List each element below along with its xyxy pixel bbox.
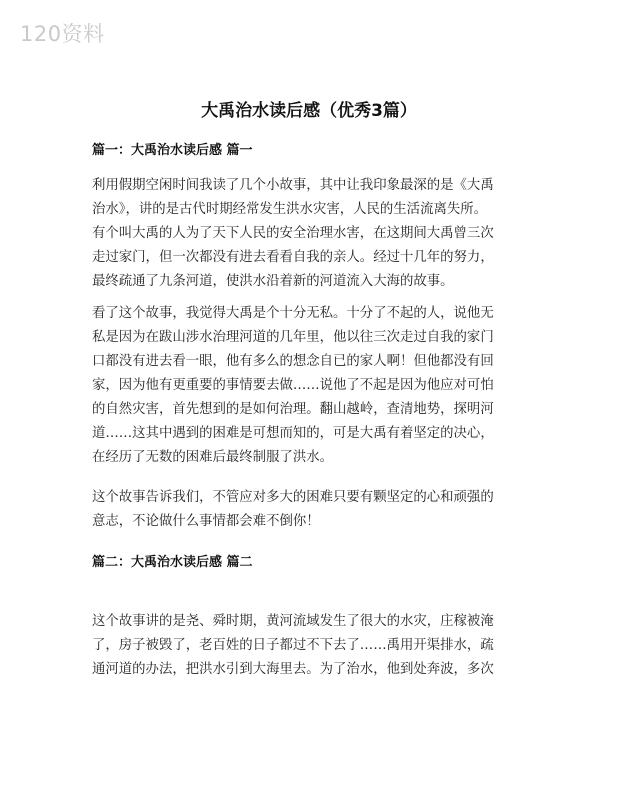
paragraph: [92, 174, 528, 294]
paragraph: [92, 302, 528, 470]
text-line: 的自然灾害，首先想到的是如何治理。翻山越岭，查清地势，探明河: [92, 402, 494, 417]
text-line: 最终疏通了九条河道，使洪水沿着新的河道流入大海的故事。: [92, 274, 454, 289]
text-line: 了，房子被毁了，老百姓的日子都过不下去了……禹用开渠排水，疏: [92, 638, 494, 653]
text-line: 有个叫大禹的人为了天下人民的安全治理水害，在这期间大禹曾三次: [92, 226, 494, 241]
text-line: 利用假期空闲时间我读了几个小故事，其中让我印象最深的是《大禹: [92, 178, 494, 193]
text-line: 私是因为在跋山涉水治理河道的几年里，他以往三次走过自我的家门: [92, 330, 494, 345]
text-line: 这个故事讲的是尧、舜时期，黄河流域发生了很大的水灾，庄稼被淹: [92, 614, 494, 629]
text-line: 这个故事告诉我们，不管应对多大的困难只要有颗坚定的心和顽强的: [92, 490, 494, 505]
paragraph: [92, 486, 528, 534]
section-heading-1: 篇一：大禹治水读后感 篇一: [92, 143, 253, 158]
page-title: 大禹治水读后感（优秀3篇）: [201, 101, 417, 121]
section-heading-2: 篇二：大禹治水读后感 篇二: [92, 555, 253, 570]
text-line: 道……这其中遇到的困难是可想而知的，可是大禹有着坚定的决心，: [92, 426, 494, 441]
watermark-logo: 120资料: [20, 22, 105, 46]
text-line: 意志，不论做什么事情都会难不倒你！: [92, 514, 320, 529]
text-line: 通河道的办法，把洪水引到大海里去。为了治水，他到处奔波，多次: [92, 662, 494, 677]
text-line: 看了这个故事，我觉得大禹是个十分无私。十分了不起的人，说他无: [92, 306, 494, 321]
text-line: 治水》，讲的是古代时期经常发生洪水灾害，人民的生活流离失所。: [92, 202, 488, 217]
paragraph: [92, 610, 528, 682]
text-line: 家，因为他有更重要的事情要去做……说他了不起是因为他应对可怕: [92, 378, 494, 393]
text-line: 在经历了无数的困难后最终制服了洪水。: [92, 450, 334, 465]
text-line: 走过家门，但一次都没有进去看看自我的亲人。经过十几年的努力，: [92, 250, 494, 265]
text-line: 口都没有进去看一眼，他有多么的想念自已的家人啊！但他都没有回: [92, 354, 494, 369]
